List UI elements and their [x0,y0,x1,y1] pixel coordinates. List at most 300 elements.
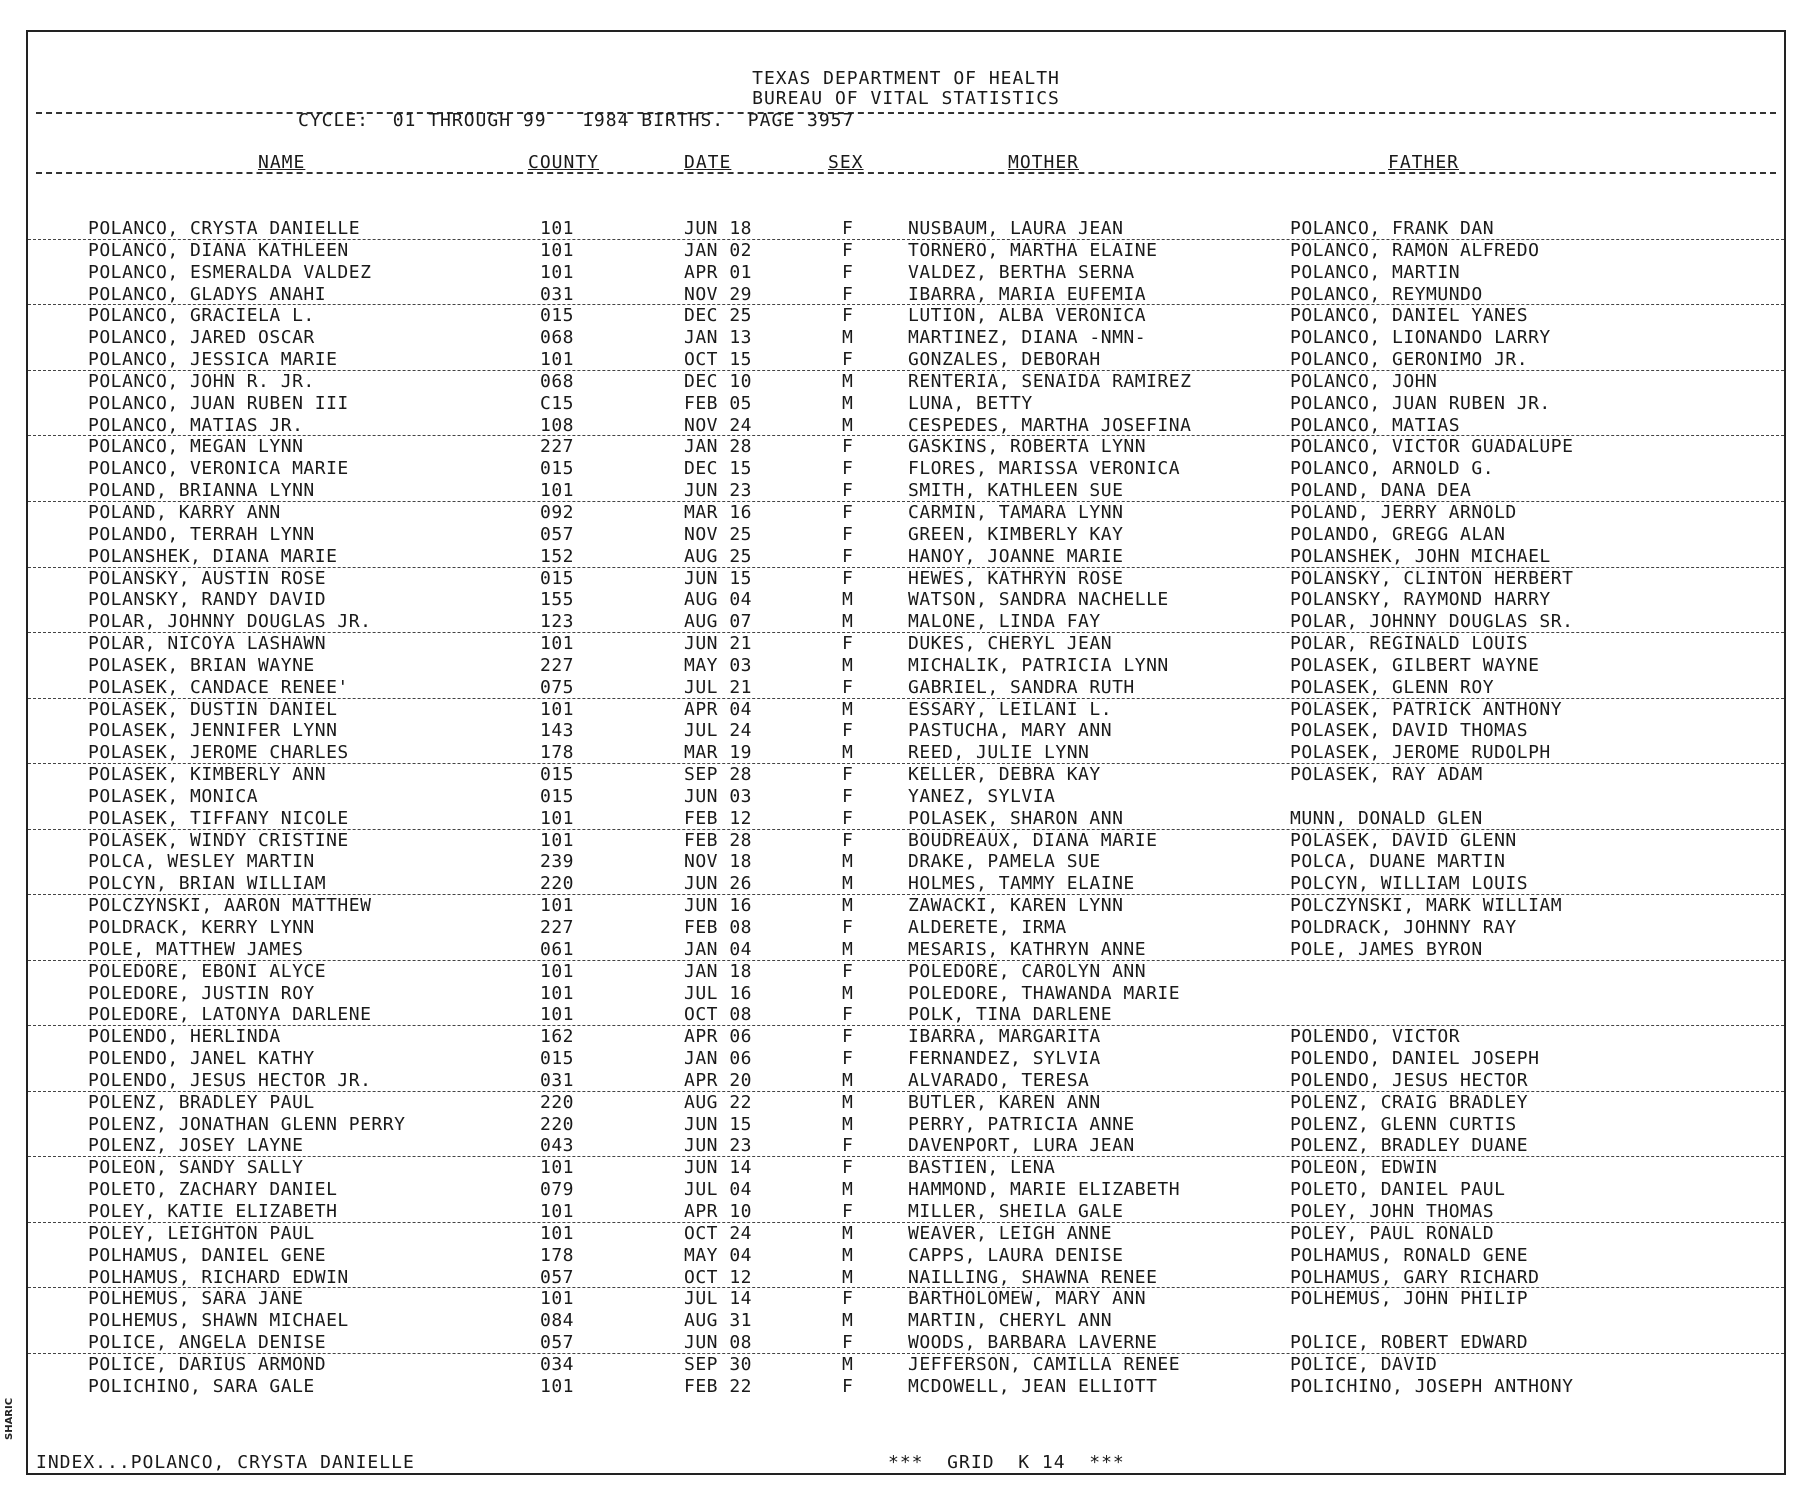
record-date: JAN 02 [684,239,753,261]
record-mother: REED, JULIE LYNN [908,742,1090,764]
record-mother: MCDOWELL, JEAN ELLIOTT [908,1375,1158,1397]
record-sex: F [842,676,854,698]
record-mother: FLORES, MARISSA VERONICA [908,458,1181,480]
record-mother: HEWES, KATHRYN ROSE [908,567,1124,589]
record-father: POLANCO, ARNOLD G. [1290,458,1495,480]
record-father: POLANCO, GERONIMO JR. [1290,349,1529,371]
record-sex: F [842,1288,854,1310]
record-sex: M [842,698,854,720]
record-row [28,1354,1784,1376]
record-sex: F [842,1332,854,1354]
record-mother: YANEZ, SYLVIA [908,785,1056,807]
record-sex: F [842,283,854,305]
record-father: POLHEMUS, JOHN PHILIP [1290,1288,1529,1310]
record-name: POLDRACK, KERRY LYNN [88,917,315,938]
record-sex: M [842,1069,854,1091]
record-county: 057 [540,1332,575,1354]
record-county: 101 [540,1288,575,1310]
record-father: POLCYN, WILLIAM LOUIS [1290,873,1529,895]
record-row [28,1135,1784,1157]
record-row [28,1288,1784,1310]
record-row [28,895,1784,917]
record-date: JAN 18 [684,960,753,982]
record-mother: WEAVER, LEIGH ANNE [908,1222,1113,1244]
record-county: 101 [540,1200,575,1222]
record-mother: KELLER, DEBRA KAY [908,764,1101,786]
column-header-name: NAME [258,152,306,173]
record-row [28,699,1784,721]
record-name: POLCZYNSKI, AARON MATTHEW [88,895,372,917]
record-row [28,633,1784,655]
record-mother: HOLMES, TAMMY ELAINE [908,873,1135,895]
record-county: 101 [540,1222,575,1244]
column-header-divider [36,172,1776,174]
record-date: MAR 19 [684,742,753,764]
record-sex: M [842,327,854,349]
record-mother: ZAWACKI, KAREN LYNN [908,895,1124,917]
record-county: 068 [540,370,575,392]
record-sex: M [842,873,854,895]
record-date: JUN 14 [684,1157,753,1179]
record-sex: M [842,1353,854,1375]
record-row [28,305,1784,327]
record-county: 101 [540,349,575,371]
record-date: JUN 23 [684,1135,753,1157]
record-mother: VALDEZ, BERTHA SERNA [908,261,1135,283]
record-name: POLENZ, JONATHAN GLENN PERRY [88,1113,406,1135]
record-sex: F [842,785,854,807]
department-title: TEXAS DEPARTMENT OF HEALTH [752,68,1060,89]
record-mother: WOODS, BARBARA LAVERNE [908,1332,1158,1354]
record-mother: DUKES, CHERYL JEAN [908,633,1113,655]
record-name: POLANCO, JUAN RUBEN III [88,392,349,414]
record-father: POLANSHEK, JOHN MICHAEL [1290,545,1551,567]
record-date: JAN 28 [684,436,753,458]
record-county: 061 [540,938,575,960]
record-name: POLASEK, JENNIFER LYNN [88,720,338,742]
record-father: POLANCO, LIONANDO LARRY [1290,327,1551,349]
record-mother: GABRIEL, SANDRA RUTH [908,676,1135,698]
record-father: POLANCO, REYMUNDO [1290,283,1483,305]
record-father: POLASEK, DAVID GLENN [1290,829,1517,851]
record-county: 101 [540,960,575,982]
record-name: POLENDO, HERLINDA [88,1026,281,1048]
record-name: POLAND, KARRY ANN [88,501,281,523]
record-sex: F [842,1004,854,1026]
record-date: NOV 25 [684,523,753,545]
record-mother: POLEDORE, THAWANDA MARIE [908,982,1181,1004]
record-date: AUG 22 [684,1091,753,1113]
record-row [28,415,1784,437]
record-name: POLANCO, DIANA KATHLEEN [88,239,349,261]
record-sex: M [842,1244,854,1266]
record-date: APR 01 [684,261,753,283]
record-sex: F [842,720,854,742]
record-sex: F [842,1135,854,1157]
record-mother: JEFFERSON, CAMILLA RENEE [908,1353,1181,1375]
record-date: DEC 10 [684,370,753,392]
record-mother: GONZALES, DEBORAH [908,349,1101,371]
record-name: POLENZ, BRADLEY PAUL [88,1091,315,1113]
record-mother: POLASEK, SHARON ANN [908,807,1124,829]
record-date: JUN 23 [684,480,753,502]
record-mother: TORNERO, MARTHA ELAINE [908,239,1158,261]
record-date: OCT 12 [684,1266,753,1288]
record-row [28,611,1784,633]
record-name: POLASEK, BRIAN WAYNE [88,654,315,676]
record-father: POLCZYNSKI, MARK WILLIAM [1290,895,1563,917]
record-date: OCT 08 [684,1004,753,1026]
column-header-mother: MOTHER [1008,152,1080,173]
record-name: POLANCO, JESSICA MARIE [88,349,338,371]
record-county: 057 [540,523,575,545]
record-father: POLENZ, GLENN CURTIS [1290,1113,1517,1135]
record-name: POLHAMUS, RICHARD EDWIN [88,1266,349,1288]
record-name: POLENDO, JANEL KATHY [88,1048,315,1070]
record-date: FEB 22 [684,1375,753,1397]
record-sex: M [842,1091,854,1113]
record-county: 015 [540,305,575,327]
record-row [28,983,1784,1005]
record-county: 031 [540,283,575,305]
record-father: POLCA, DUANE MARTIN [1290,851,1506,873]
record-sex: F [842,523,854,545]
record-date: JUL 16 [684,982,753,1004]
record-mother: GREEN, KIMBERLY KAY [908,523,1124,545]
record-sex: F [842,305,854,327]
record-sex: F [842,829,854,851]
record-name: POLANDO, TERRAH LYNN [88,523,315,545]
record-sex: M [842,851,854,873]
record-row [28,1223,1784,1245]
record-date: FEB 08 [684,917,753,938]
record-name: POLHEMUS, SHAWN MICHAEL [88,1310,349,1332]
record-name: POLICE, ANGELA DENISE [88,1332,327,1354]
record-mother: POLEDORE, CAROLYN ANN [908,960,1147,982]
record-mother: SMITH, KATHLEEN SUE [908,480,1124,502]
record-sex: F [842,1375,854,1397]
record-sex: M [842,938,854,960]
record-father: POLANCO, VICTOR GUADALUPE [1290,436,1574,458]
record-county: 220 [540,1091,575,1113]
side-watermark: SHARIC [4,1397,15,1440]
record-mother: MESARIS, KATHRYN ANNE [908,938,1147,960]
record-name: POLANCO, JARED OSCAR [88,327,315,349]
record-sex: F [842,261,854,283]
record-sex: F [842,349,854,371]
record-name: POLCYN, BRIAN WILLIAM [88,873,327,895]
record-name: POLHEMUS, SARA JANE [88,1288,304,1310]
record-date: APR 10 [684,1200,753,1222]
record-name: POLANCO, GRACIELA L. [88,305,315,327]
record-name: POLENDO, JESUS HECTOR JR. [88,1069,372,1091]
record-sex: F [842,218,854,239]
record-county: 015 [540,785,575,807]
record-row [28,830,1784,852]
record-row [28,917,1784,939]
record-page-frame [26,30,1786,1475]
record-county: 101 [540,1375,575,1397]
record-row [28,1004,1784,1026]
record-row [28,851,1784,873]
record-row [28,546,1784,568]
record-mother: HAMMOND, MARIE ELIZABETH [908,1179,1181,1201]
record-name: POLETO, ZACHARY DANIEL [88,1179,338,1201]
record-name: POLAR, JOHNNY DOUGLAS JR. [88,611,372,633]
record-row [28,327,1784,349]
record-date: JUL 04 [684,1179,753,1201]
record-name: POLASEK, CANDACE RENEE' [88,676,349,698]
column-header-sex: SEX [828,152,864,173]
record-county: 143 [540,720,575,742]
record-father: POLANCO, JUAN RUBEN JR. [1290,392,1551,414]
record-father: POLAND, JERRY ARNOLD [1290,501,1517,523]
record-father: POLANCO, DANIEL YANES [1290,305,1529,327]
record-county: 101 [540,807,575,829]
record-father: POLANCO, RAMON ALFREDO [1290,239,1540,261]
record-date: JUN 15 [684,567,753,589]
record-name: POLASEK, WINDY CRISTINE [88,829,349,851]
record-county: 101 [540,829,575,851]
record-sex: F [842,501,854,523]
record-father: POLICHINO, JOSEPH ANTHONY [1290,1375,1574,1397]
record-row [28,1201,1784,1223]
record-row [28,240,1784,262]
record-sex: M [842,1179,854,1201]
record-row [28,284,1784,306]
record-row [28,1332,1784,1354]
record-name: POLAR, NICOYA LASHAWN [88,633,327,655]
birth-records-list [28,218,1784,1398]
record-mother: BUTLER, KAREN ANN [908,1091,1101,1113]
record-date: AUG 31 [684,1310,753,1332]
record-row [28,218,1784,240]
record-mother: DRAKE, PAMELA SUE [908,851,1101,873]
record-row [28,1026,1784,1048]
record-mother: ALDERETE, IRMA [908,917,1067,938]
record-father: POLENZ, BRADLEY DUANE [1290,1135,1529,1157]
record-date: OCT 24 [684,1222,753,1244]
record-date: OCT 15 [684,349,753,371]
record-sex: M [842,982,854,1004]
record-date: JAN 13 [684,327,753,349]
record-date: APR 06 [684,1026,753,1048]
record-father: POLANSKY, RAYMOND HARRY [1290,589,1551,611]
record-mother: PERRY, PATRICIA ANNE [908,1113,1135,1135]
record-county: 015 [540,764,575,786]
record-row [28,1070,1784,1092]
record-county: 068 [540,327,575,349]
bureau-title: BUREAU OF VITAL STATISTICS [752,88,1060,109]
record-father: POLAND, DANA DEA [1290,480,1472,502]
record-mother: IBARRA, MARIA EUFEMIA [908,283,1147,305]
record-row [28,786,1784,808]
record-row [28,524,1784,546]
record-county: 123 [540,611,575,633]
record-date: JAN 04 [684,938,753,960]
record-date: FEB 12 [684,807,753,829]
record-county: 101 [540,895,575,917]
record-county: 178 [540,742,575,764]
record-name: POLEY, KATIE ELIZABETH [88,1200,338,1222]
record-sex: F [842,480,854,502]
record-date: SEP 28 [684,764,753,786]
record-county: 220 [540,873,575,895]
record-father: POLANSKY, CLINTON HERBERT [1290,567,1574,589]
record-sex: M [842,1222,854,1244]
record-date: AUG 07 [684,611,753,633]
record-sex: M [842,589,854,611]
record-sex: F [842,239,854,261]
record-row [28,589,1784,611]
record-sex: F [842,458,854,480]
record-sex: M [842,1266,854,1288]
record-row [28,939,1784,961]
record-county: 178 [540,1244,575,1266]
record-county: 015 [540,1048,575,1070]
record-date: DEC 15 [684,458,753,480]
record-name: POLANCO, JOHN R. JR. [88,370,315,392]
record-father: POLHAMUS, GARY RICHARD [1290,1266,1540,1288]
record-mother: BARTHOLOMEW, MARY ANN [908,1288,1147,1310]
column-header-date: DATE [684,152,732,173]
record-county: 031 [540,1069,575,1091]
record-row [28,655,1784,677]
record-county: 034 [540,1353,575,1375]
record-date: MAY 04 [684,1244,753,1266]
record-county: 101 [540,239,575,261]
record-row [28,393,1784,415]
record-name: POLANCO, VERONICA MARIE [88,458,349,480]
record-name: POLICE, DARIUS ARMOND [88,1353,327,1375]
record-row [28,349,1784,371]
record-father: POLANCO, MATIAS [1290,414,1461,436]
record-date: JUN 21 [684,633,753,655]
record-mother: GASKINS, ROBERTA LYNN [908,436,1147,458]
record-father: POLE, JAMES BYRON [1290,938,1483,960]
record-row [28,677,1784,699]
record-row [28,1092,1784,1114]
record-mother: CARMIN, TAMARA LYNN [908,501,1124,523]
record-name: POLANSHEK, DIANA MARIE [88,545,338,567]
record-county: 015 [540,458,575,480]
record-mother: CAPPS, LAURA DENISE [908,1244,1124,1266]
record-row [28,1048,1784,1070]
grid-footer: *** GRID K 14 *** [888,1452,1125,1473]
record-father: POLAR, JOHNNY DOUGLAS SR. [1290,611,1574,633]
record-date: JUN 26 [684,873,753,895]
record-sex: F [842,917,854,938]
record-county: 227 [540,917,575,938]
record-date: JUN 16 [684,895,753,917]
record-father: POLASEK, PATRICK ANTHONY [1290,698,1563,720]
record-mother: ESSARY, LEILANI L. [908,698,1113,720]
record-county: 084 [540,1310,575,1332]
record-name: POLANCO, MEGAN LYNN [88,436,304,458]
record-county: 101 [540,1004,575,1026]
record-father: POLEY, PAUL RONALD [1290,1222,1495,1244]
cycle-line: CYCLE: 01 THROUGH 99 1984 BIRTHS. PAGE 3957 [298,110,855,131]
record-father: POLASEK, RAY ADAM [1290,764,1483,786]
record-father: POLANCO, FRANK DAN [1290,218,1495,239]
record-father: POLDRACK, JOHNNY RAY [1290,917,1517,938]
record-date: NOV 18 [684,851,753,873]
record-mother: POLK, TINA DARLENE [908,1004,1113,1026]
record-father: POLASEK, DAVID THOMAS [1290,720,1529,742]
record-county: C15 [540,392,575,414]
record-father: POLASEK, JEROME RUDOLPH [1290,742,1551,764]
record-father: POLANCO, JOHN [1290,370,1438,392]
record-county: 015 [540,567,575,589]
record-father: POLEY, JOHN THOMAS [1290,1200,1495,1222]
record-father: POLENDO, VICTOR [1290,1026,1461,1048]
record-row [28,1179,1784,1201]
record-father: POLICE, DAVID [1290,1353,1438,1375]
record-date: NOV 24 [684,414,753,436]
record-county: 079 [540,1179,575,1201]
record-row [28,502,1784,524]
record-father: POLETO, DANIEL PAUL [1290,1179,1506,1201]
record-name: POLICHINO, SARA GALE [88,1375,315,1397]
record-date: JUL 21 [684,676,753,698]
record-name: POLANCO, CRYSTA DANIELLE [88,218,361,239]
record-name: POLEDORE, JUSTIN ROY [88,982,315,1004]
record-sex: F [842,1026,854,1048]
record-row [28,371,1784,393]
record-county: 220 [540,1113,575,1135]
record-county: 101 [540,261,575,283]
record-row [28,458,1784,480]
record-father: POLENZ, CRAIG BRADLEY [1290,1091,1529,1113]
record-row [28,1114,1784,1136]
record-father: POLAR, REGINALD LOUIS [1290,633,1529,655]
record-county: 092 [540,501,575,523]
record-father: POLASEK, GLENN ROY [1290,676,1495,698]
record-date: JUN 18 [684,218,753,239]
record-county: 152 [540,545,575,567]
record-sex: F [842,633,854,655]
record-mother: MILLER, SHEILA GALE [908,1200,1124,1222]
record-sex: F [842,1200,854,1222]
record-mother: NUSBAUM, LAURA JEAN [908,218,1124,239]
record-name: POLANCO, ESMERALDA VALDEZ [88,261,372,283]
record-mother: BOUDREAUX, DIANA MARIE [908,829,1158,851]
record-row [28,1267,1784,1289]
record-date: AUG 25 [684,545,753,567]
record-name: POLASEK, JEROME CHARLES [88,742,349,764]
record-name: POLASEK, TIFFANY NICOLE [88,807,349,829]
record-mother: MALONE, LINDA FAY [908,611,1101,633]
record-date: SEP 30 [684,1353,753,1375]
record-county: 101 [540,1157,575,1179]
record-mother: RENTERIA, SENAIDA RAMIREZ [908,370,1192,392]
record-date: JUL 14 [684,1288,753,1310]
record-county: 075 [540,676,575,698]
record-sex: F [842,1048,854,1070]
record-father: POLANDO, GREGG ALAN [1290,523,1506,545]
record-county: 057 [540,1266,575,1288]
record-name: POLEDORE, LATONYA DARLENE [88,1004,372,1026]
record-row [28,262,1784,284]
record-date: JUN 15 [684,1113,753,1135]
record-date: DEC 25 [684,305,753,327]
record-mother: FERNANDEZ, SYLVIA [908,1048,1101,1070]
record-name: POLEY, LEIGHTON PAUL [88,1222,315,1244]
record-mother: LUNA, BETTY [908,392,1033,414]
record-name: POLANSKY, RANDY DAVID [88,589,327,611]
record-mother: BASTIEN, LENA [908,1157,1056,1179]
record-father: POLEON, EDWIN [1290,1157,1438,1179]
